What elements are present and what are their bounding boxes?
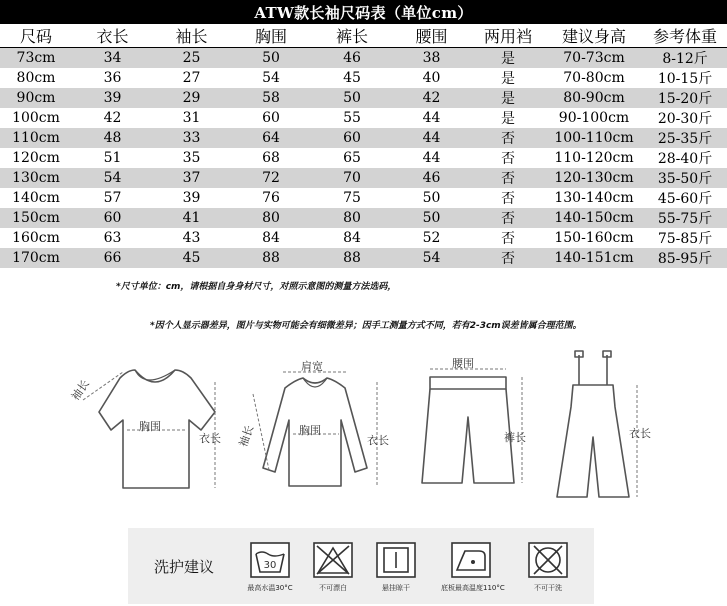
table-cell: 54 [392, 248, 471, 268]
table-cell: 75 [343, 190, 361, 206]
table-cell: 34 [72, 48, 153, 69]
shorts-length-label: 裤长 [504, 431, 526, 444]
table-cell: 45 [153, 248, 230, 268]
table-cell: 39 [72, 88, 153, 108]
table-cell: 88 [312, 248, 392, 268]
table-row [0, 48, 727, 69]
table-cell: 60 [312, 128, 392, 148]
table-cell: 50 [312, 88, 392, 108]
table-cell: 58 [230, 88, 312, 108]
table-row [0, 88, 727, 108]
table-cell: 60 [72, 208, 153, 228]
column-header: 衣长 [72, 24, 153, 48]
table-cell: 55-75斤 [643, 208, 727, 228]
table-cell: 44 [422, 110, 441, 126]
table-cell: 80-90cm [545, 88, 643, 108]
table-header-row [0, 24, 727, 48]
care-label-bleach: 不可漂白 [319, 584, 347, 592]
table-cell: 70 [312, 168, 392, 188]
table-cell: 110cm [0, 128, 72, 148]
care-item-bleach [303, 540, 363, 593]
table-cell: 42 [392, 88, 471, 108]
table-cell: 42 [103, 110, 122, 126]
care-label-wash: 最高水温30°C [247, 584, 293, 592]
care-label-dryclean: 不可干洗 [534, 584, 562, 592]
table-cell: 50 [392, 208, 471, 228]
table-cell: 57 [103, 190, 122, 206]
table-cell: 50 [230, 48, 312, 69]
table-row [0, 168, 727, 188]
column-header: 袖长 [153, 24, 230, 48]
table-cell: 52 [422, 230, 441, 246]
care-title: 洗护建议 [154, 558, 215, 576]
care-item-iron [441, 540, 505, 593]
shorts-diagram [410, 355, 540, 500]
table-cell: 54 [262, 70, 280, 86]
column-header: 胸围 [230, 24, 312, 48]
table-cell: 是 [501, 71, 515, 87]
table-row [0, 228, 727, 248]
table-cell: 20-30斤 [657, 111, 713, 127]
table-cell: 170cm [0, 248, 72, 268]
table-cell: 84 [262, 230, 280, 246]
table-cell: 140-150cm [545, 208, 643, 228]
table-cell: 130cm [0, 168, 72, 188]
disclaimer-note: *因个人显示器差异，图片与实物可能会有细微差异；因手工测量方式不同，若有2-3cm误差皆属合理范围。 [150, 321, 582, 331]
table-body [0, 48, 727, 269]
table-cell: 40 [422, 70, 441, 86]
table-cell: 70-80cm [563, 70, 625, 86]
table-cell: 28-40斤 [657, 151, 713, 167]
table-cell: 70-73cm [545, 48, 643, 69]
table-cell: 46 [312, 48, 392, 69]
table-cell: 73cm [0, 48, 72, 69]
table-cell: 25-35斤 [643, 128, 727, 148]
table-cell: 72 [230, 168, 312, 188]
care-item-wash [240, 540, 300, 593]
table-cell: 64 [230, 128, 312, 148]
care-item-dry [366, 540, 426, 593]
care-label-dry: 悬挂晾干 [382, 584, 410, 592]
table-cell: 160cm [12, 230, 60, 246]
iron-110-icon [449, 540, 493, 580]
table-cell: 否 [471, 128, 545, 148]
table-row [0, 148, 727, 168]
table-cell: 100cm [12, 110, 60, 126]
table-cell: 否 [501, 231, 515, 247]
table-cell: 46 [392, 168, 471, 188]
table-cell: 35-50斤 [643, 168, 727, 188]
table-cell: 54 [72, 168, 153, 188]
table-cell: 120-130cm [545, 168, 643, 188]
table-cell: 80 [230, 208, 312, 228]
table-cell: 否 [501, 151, 515, 167]
column-header: 参考体重 [643, 24, 727, 48]
table-cell: 33 [153, 128, 230, 148]
column-header: 腰围 [392, 24, 471, 48]
table-cell: 80 [312, 208, 392, 228]
column-header: 裤长 [312, 24, 392, 48]
table-row [0, 108, 727, 128]
table-cell: 90cm [0, 88, 72, 108]
table-row [0, 248, 727, 268]
table-cell: 45 [343, 70, 361, 86]
wash-temp-text: 30 [263, 560, 277, 571]
table-cell: 88 [230, 248, 312, 268]
unit-note: *尺寸单位：cm，请根据自身身材尺寸，对照示意图的测量方法选码， [116, 282, 397, 292]
table-cell: 否 [501, 191, 515, 207]
table-cell: 35 [182, 150, 201, 166]
table-cell: 120cm [12, 150, 60, 166]
sweater-chest-label: 胸围 [299, 424, 321, 437]
column-header: 尺码 [0, 24, 72, 48]
table-cell: 10-15斤 [657, 71, 713, 87]
no-bleach-icon [311, 540, 355, 580]
column-header: 建议身高 [545, 24, 643, 48]
table-cell: 否 [471, 168, 545, 188]
table-cell: 51 [103, 150, 122, 166]
table-cell: 60 [262, 110, 280, 126]
table-cell: 55 [343, 110, 361, 126]
sweater-diagram [235, 358, 395, 498]
table-cell: 44 [422, 150, 441, 166]
size-chart-table [0, 0, 727, 268]
table-cell: 80cm [16, 70, 56, 86]
shorts-drawing [410, 355, 540, 500]
tshirt-chest-label: 胸围 [139, 420, 161, 433]
tshirt-diagram [65, 360, 230, 500]
table-cell: 否 [471, 248, 545, 268]
table-cell: 90-100cm [558, 110, 630, 126]
table-cell: 41 [153, 208, 230, 228]
table-cell: 75-85斤 [657, 231, 713, 247]
table-cell: 100-110cm [545, 128, 643, 148]
table-cell: 76 [262, 190, 280, 206]
table-cell: 是 [501, 111, 515, 127]
table-cell: 36 [103, 70, 122, 86]
table-row [0, 68, 727, 88]
sweater-sleeve-label: 袖长 [236, 423, 257, 449]
table-cell: 15-20斤 [643, 88, 727, 108]
table-row [0, 208, 727, 228]
table-cell: 150cm [0, 208, 72, 228]
table-cell: 43 [182, 230, 201, 246]
no-dry-clean-icon [526, 540, 570, 580]
table-cell: 130-140cm [554, 190, 634, 206]
table-cell: 140cm [12, 190, 60, 206]
table-row [0, 188, 727, 208]
care-instructions-panel [128, 528, 594, 604]
table-cell: 63 [103, 230, 122, 246]
table-cell: 39 [182, 190, 201, 206]
table-cell: 84 [343, 230, 361, 246]
table-cell: 25 [153, 48, 230, 69]
table-cell: 45-60斤 [657, 191, 713, 207]
table-cell: 38 [392, 48, 471, 69]
tshirt-sleeve-label: 袖长 [68, 377, 93, 404]
table-cell: 8-12斤 [643, 48, 727, 69]
wash-30-icon [248, 540, 292, 580]
table-cell: 68 [262, 150, 280, 166]
shorts-waist-label: 腰围 [452, 357, 474, 370]
table-cell: 31 [182, 110, 201, 126]
hang-dry-icon [374, 540, 418, 580]
care-label-iron: 底板最高温度110°C [441, 584, 505, 592]
table-cell: 是 [471, 48, 545, 69]
overalls-drawing [555, 345, 675, 505]
table-cell: 110-120cm [554, 150, 634, 166]
overalls-diagram [555, 345, 675, 505]
table-cell: 48 [72, 128, 153, 148]
table-cell: 44 [392, 128, 471, 148]
table-cell: 是 [471, 88, 545, 108]
table-cell: 29 [153, 88, 230, 108]
table-cell: 85-95斤 [643, 248, 727, 268]
table-cell: 否 [471, 208, 545, 228]
care-item-dryclean [518, 540, 578, 593]
column-header: 两用裆 [471, 24, 545, 48]
table-cell: 27 [182, 70, 201, 86]
sweater-length-label: 衣长 [367, 434, 389, 447]
table-title: ATW款长袖尺码表（单位cm） [0, 0, 727, 24]
table-cell: 50 [422, 190, 441, 206]
sweater-shoulder-label: 肩宽 [301, 360, 323, 373]
table-cell: 140-151cm [545, 248, 643, 268]
table-cell: 65 [343, 150, 361, 166]
table-cell: 66 [72, 248, 153, 268]
overalls-length-label: 衣长 [629, 427, 651, 440]
table-row [0, 128, 727, 148]
table-cell: 37 [153, 168, 230, 188]
tshirt-length-label: 衣长 [199, 432, 221, 445]
table-cell: 150-160cm [554, 230, 634, 246]
